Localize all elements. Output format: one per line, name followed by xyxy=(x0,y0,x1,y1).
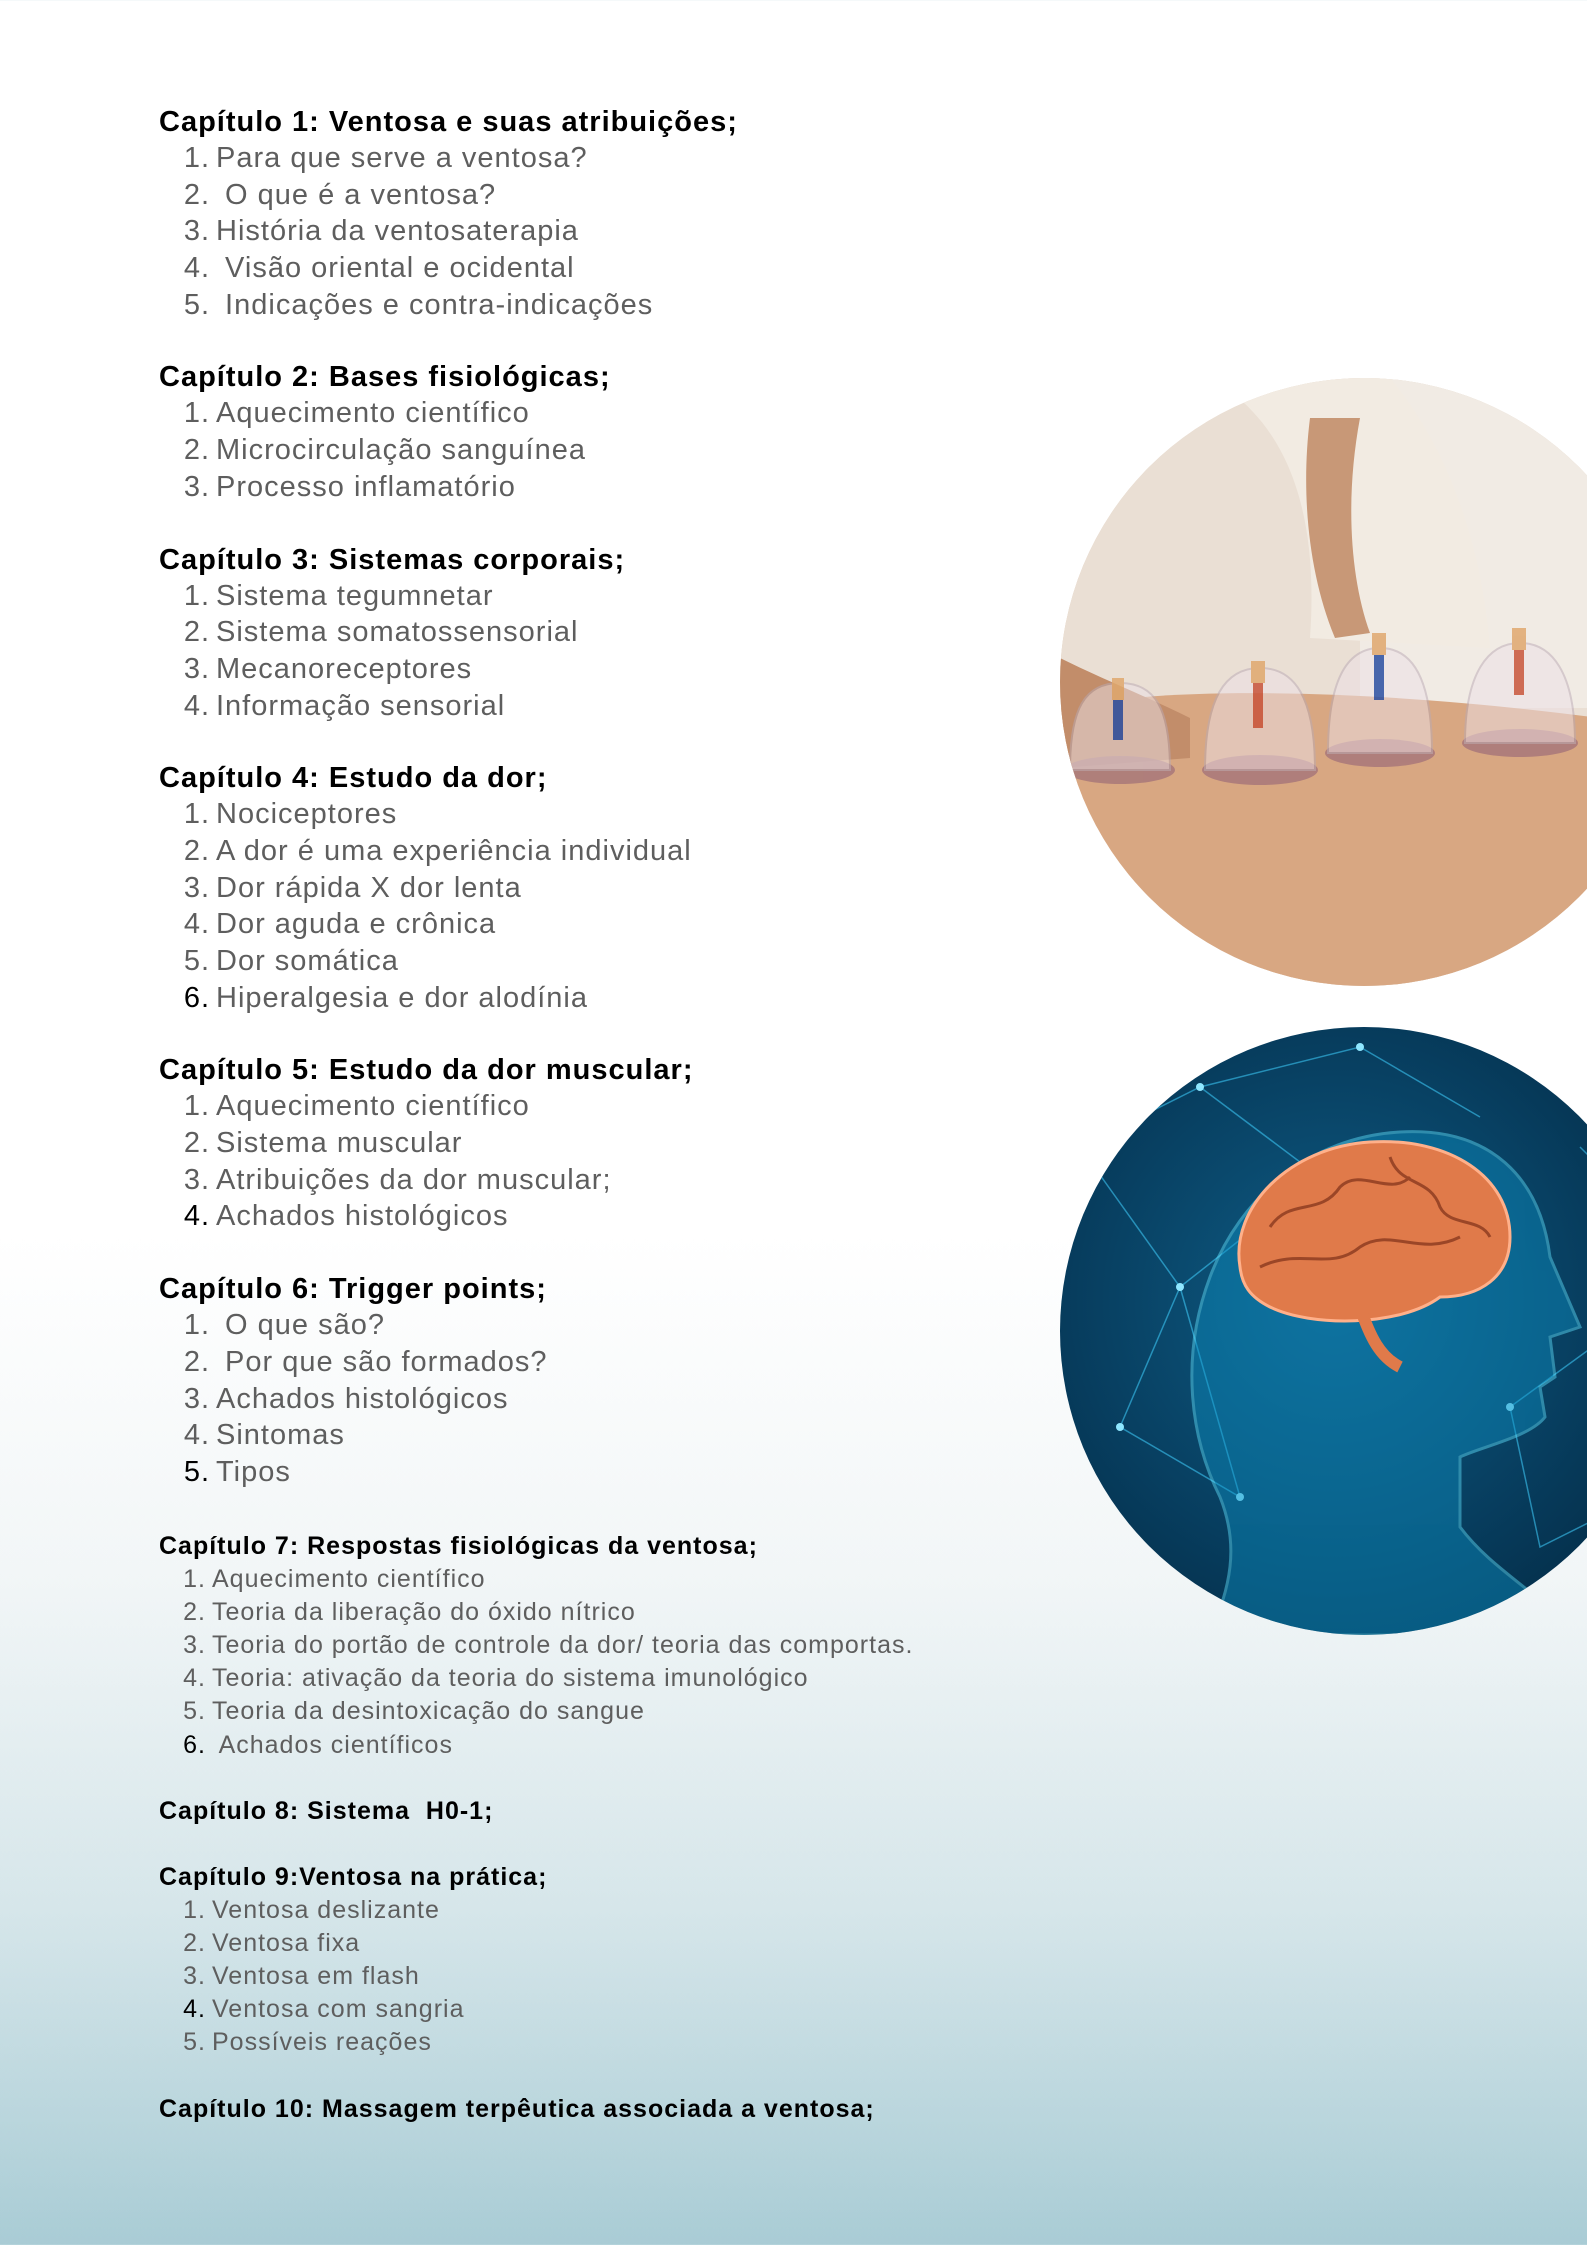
item-number: 3. xyxy=(183,1382,210,1415)
chapter-4 xyxy=(159,760,1059,1016)
item-number: 5. xyxy=(183,2028,206,2057)
item-number: 1. xyxy=(183,1895,206,1924)
list-item xyxy=(159,140,1059,177)
chapter-title: Capítulo 10: Massagem terpêutica associada a ventosa; xyxy=(159,2094,875,2123)
item-number: 4. xyxy=(183,689,210,722)
list-item xyxy=(159,833,1059,870)
item-number: 4. xyxy=(183,1419,210,1452)
chapter-item-list xyxy=(159,140,1059,323)
item-text: História da ventosaterapia xyxy=(216,215,579,248)
item-number: 4. xyxy=(183,908,210,941)
list-item xyxy=(159,1381,1059,1418)
item-text: Hiperalgesia e dor alodínia xyxy=(216,981,588,1014)
list-item xyxy=(159,870,1059,907)
chapter-item-list xyxy=(159,578,1059,725)
chapter-5 xyxy=(159,1052,1059,1235)
item-number: 1. xyxy=(183,579,210,612)
item-text: Achados histológicos xyxy=(216,1200,509,1233)
chapter-7 xyxy=(159,1529,1059,1762)
list-item xyxy=(159,432,1059,469)
cupping-therapy-photo xyxy=(1060,378,1587,986)
chapter-3 xyxy=(159,542,1059,725)
list-item xyxy=(159,943,1059,980)
list-item xyxy=(159,1454,1059,1491)
item-number: 1. xyxy=(183,1309,210,1342)
item-number: 1. xyxy=(183,397,210,430)
item-text: Sistema tegumnetar xyxy=(216,579,494,612)
item-text: Nociceptores xyxy=(216,798,398,831)
list-item xyxy=(159,980,1059,1017)
item-number: 6. xyxy=(183,1730,206,1759)
cupping-illustration xyxy=(1060,378,1587,986)
chapter-6 xyxy=(159,1271,1059,1490)
list-item xyxy=(159,177,1059,214)
brain-network-photo xyxy=(1060,1027,1587,1635)
list-item xyxy=(159,469,1059,506)
list-item xyxy=(159,1894,1059,1927)
item-number: 1. xyxy=(183,798,210,831)
item-number: 4. xyxy=(183,1664,206,1693)
chapter-title: Capítulo 7: Respostas fisiológicas da ventosa; xyxy=(159,1531,758,1560)
chapter-10 xyxy=(159,2092,1059,2126)
item-text: Indicações e contra-indicações xyxy=(216,288,654,321)
list-item xyxy=(159,1729,1059,1762)
list-item xyxy=(159,1563,1059,1596)
list-item xyxy=(159,906,1059,943)
chapter-item-list xyxy=(159,1894,1059,2060)
list-item xyxy=(159,1125,1059,1162)
list-item xyxy=(159,1960,1059,1993)
item-text: Mecanoreceptores xyxy=(216,652,473,685)
chapter-8 xyxy=(159,1794,1059,1828)
chapter-2 xyxy=(159,359,1059,505)
list-item xyxy=(159,213,1059,250)
item-text: Tipos xyxy=(216,1455,291,1488)
chapter-9 xyxy=(159,1860,1059,2060)
list-item xyxy=(159,578,1059,615)
chapter-title: Capítulo 4: Estudo da dor; xyxy=(159,762,548,795)
item-text: Ventosa deslizante xyxy=(212,1895,440,1924)
list-item xyxy=(159,651,1059,688)
item-text: Dor rápida X dor lenta xyxy=(216,871,522,904)
item-number: 2. xyxy=(183,178,210,211)
item-text: Achados científicos xyxy=(212,1730,453,1759)
item-number: 3. xyxy=(183,470,210,503)
list-item xyxy=(159,1307,1059,1344)
item-number: 3. xyxy=(183,215,210,248)
chapter-title: Capítulo 8: Sistema H0-1; xyxy=(159,1796,494,1825)
list-item xyxy=(159,1088,1059,1125)
list-item xyxy=(159,1695,1059,1728)
item-number: 4. xyxy=(183,1995,206,2024)
item-text: Processo inflamatório xyxy=(216,470,516,503)
chapter-item-list xyxy=(159,796,1059,1016)
list-item xyxy=(159,1629,1059,1662)
item-text: Teoria do portão de controle da dor/ teoria das comportas. xyxy=(212,1630,914,1659)
item-number: 1. xyxy=(183,142,210,174)
item-number: 2. xyxy=(183,834,210,867)
item-text: Informação sensorial xyxy=(216,689,506,722)
item-number: 3. xyxy=(183,1962,206,1991)
item-number: 3. xyxy=(183,871,210,904)
chapter-title: Capítulo 3: Sistemas corporais; xyxy=(159,543,626,576)
item-number: 3. xyxy=(183,1163,210,1196)
item-number: 4. xyxy=(183,252,210,285)
item-text: Possíveis reações xyxy=(212,2028,432,2057)
item-text: Sistema muscular xyxy=(216,1127,463,1160)
list-item xyxy=(159,287,1059,324)
item-number: 5. xyxy=(183,288,210,321)
item-text: Teoria da liberação do óxido nítrico xyxy=(212,1597,636,1626)
item-number: 4. xyxy=(183,1200,210,1233)
list-item xyxy=(159,1198,1059,1235)
list-item xyxy=(159,796,1059,833)
table-of-contents xyxy=(159,104,1059,2126)
list-item xyxy=(159,1662,1059,1695)
item-text: Aquecimento científico xyxy=(216,397,530,430)
chapter-item-list xyxy=(159,1088,1059,1235)
item-text: Dor somática xyxy=(216,945,399,977)
item-number: 5. xyxy=(183,945,210,977)
item-text: Ventosa com sangria xyxy=(212,1995,465,2024)
item-number: 2. xyxy=(183,1345,210,1378)
chapter-item-list xyxy=(159,1563,1059,1762)
chapter-item-list xyxy=(159,395,1059,505)
brain-illustration xyxy=(1060,1027,1587,1635)
item-number: 2. xyxy=(183,434,210,467)
item-text: A dor é uma experiência individual xyxy=(216,834,692,867)
list-item xyxy=(159,1927,1059,1960)
chapter-title: Capítulo 9:Ventosa na prática; xyxy=(159,1862,548,1891)
list-item xyxy=(159,1993,1059,2026)
item-text: Para que serve a ventosa? xyxy=(216,142,588,174)
chapter-title: Capítulo 5: Estudo da dor muscular; xyxy=(159,1054,694,1087)
chapter-title: Capítulo 1: Ventosa e suas atribuições; xyxy=(159,106,738,138)
list-item xyxy=(159,1344,1059,1381)
list-item xyxy=(159,1162,1059,1199)
item-number: 2. xyxy=(183,616,210,649)
item-text: Sistema somatossensorial xyxy=(216,616,579,649)
item-number: 2. xyxy=(183,1928,206,1957)
item-number: 6. xyxy=(183,981,210,1014)
item-text: O que é a ventosa? xyxy=(216,178,497,211)
chapter-1 xyxy=(159,104,1059,323)
list-item xyxy=(159,250,1059,287)
item-number: 3. xyxy=(183,1630,206,1659)
list-item xyxy=(159,2026,1059,2059)
item-number: 1. xyxy=(183,1564,206,1593)
item-number: 5. xyxy=(183,1697,206,1726)
item-text: Dor aguda e crônica xyxy=(216,908,497,941)
item-text: Atribuições da dor muscular; xyxy=(216,1163,612,1196)
item-text: Sintomas xyxy=(216,1419,345,1452)
list-item xyxy=(159,614,1059,651)
item-text: Aquecimento científico xyxy=(212,1564,486,1593)
item-number: 2. xyxy=(183,1127,210,1160)
item-number: 3. xyxy=(183,652,210,685)
list-item xyxy=(159,688,1059,725)
chapter-title: Capítulo 2: Bases fisiológicas; xyxy=(159,361,611,394)
item-text: Teoria: ativação da teoria do sistema imunológico xyxy=(212,1664,809,1693)
item-text: Por que são formados? xyxy=(216,1345,548,1378)
item-number: 2. xyxy=(183,1597,206,1626)
item-text: Aquecimento científico xyxy=(216,1090,530,1123)
item-number: 1. xyxy=(183,1090,210,1123)
item-text: O que são? xyxy=(216,1309,385,1342)
chapter-title: Capítulo 6: Trigger points; xyxy=(159,1273,547,1306)
list-item xyxy=(159,1596,1059,1629)
item-text: Teoria da desintoxicação do sangue xyxy=(212,1697,645,1726)
item-number: 5. xyxy=(183,1455,210,1488)
item-text: Ventosa em flash xyxy=(212,1962,420,1991)
chapter-item-list xyxy=(159,1307,1059,1490)
item-text: Microcirculação sanguínea xyxy=(216,434,586,467)
item-text: Achados histológicos xyxy=(216,1382,509,1415)
list-item xyxy=(159,1417,1059,1454)
item-text: Visão oriental e ocidental xyxy=(216,252,575,285)
item-text: Ventosa fixa xyxy=(212,1928,361,1957)
list-item xyxy=(159,395,1059,432)
